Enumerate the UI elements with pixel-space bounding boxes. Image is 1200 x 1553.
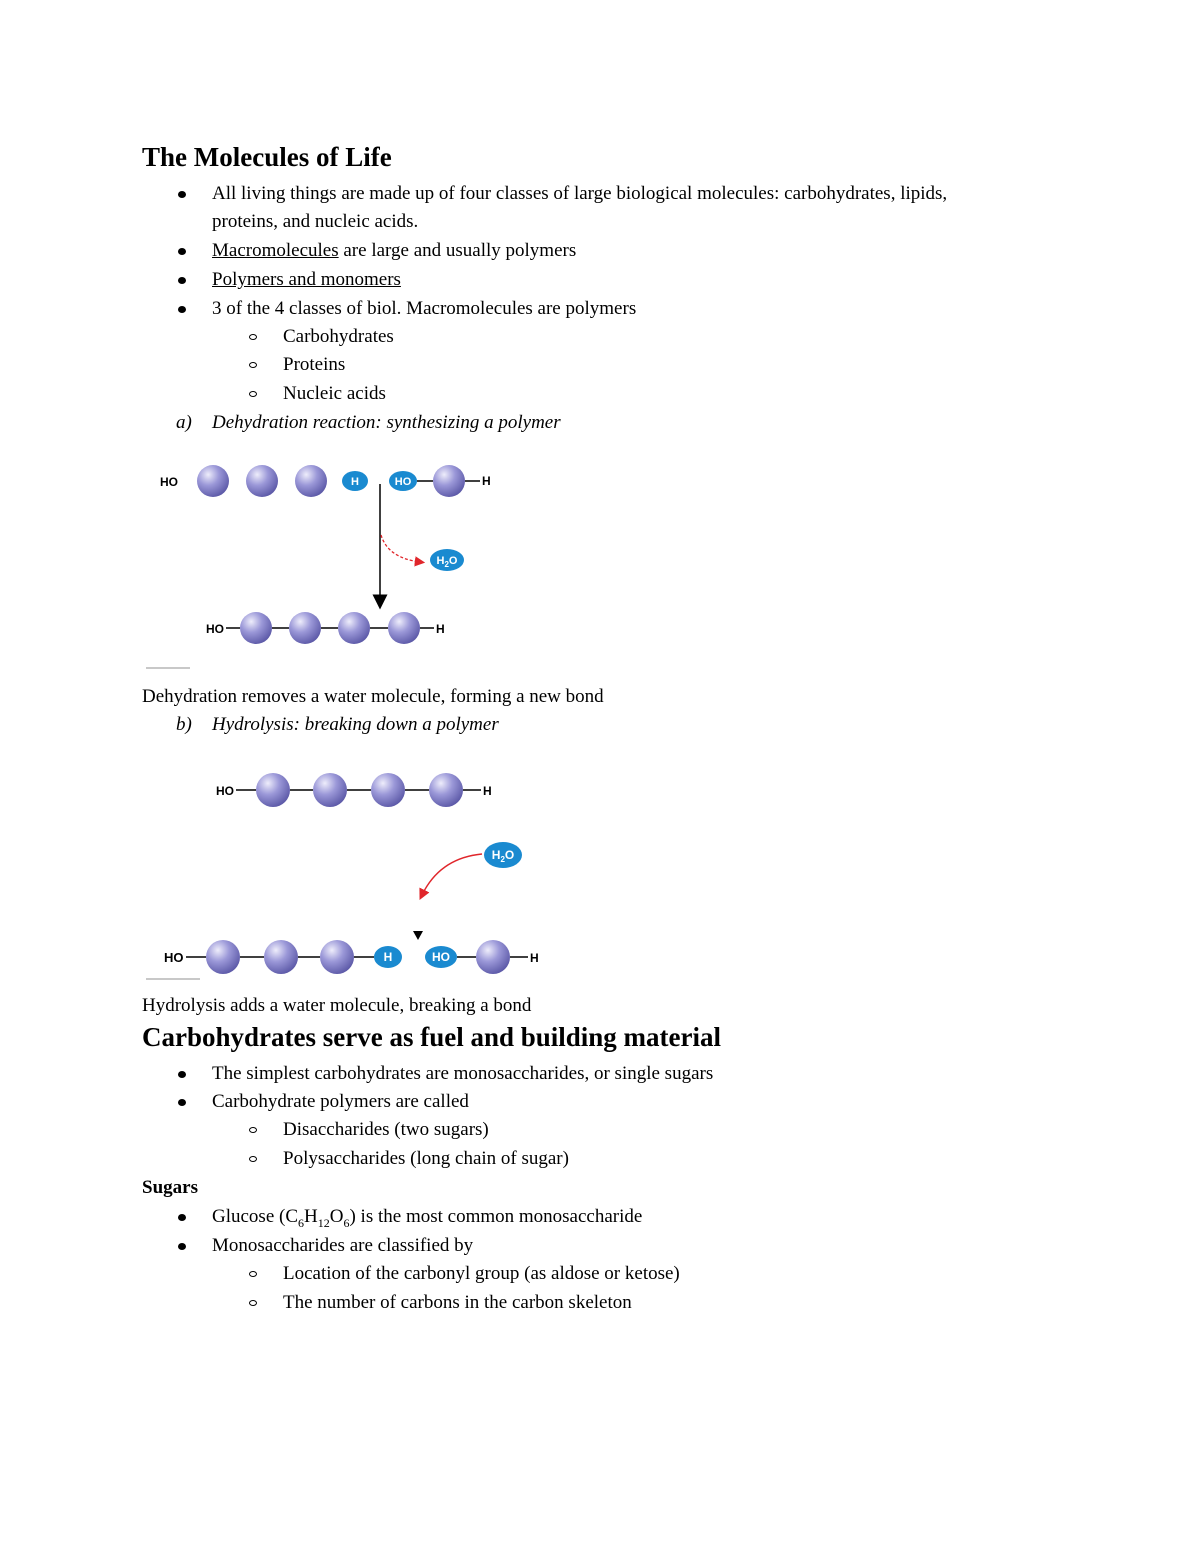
sub-bullet-disaccharides: Disaccharides (two sugars) <box>283 1119 489 1140</box>
item-b-text: Hydrolysis: breaking down a polymer <box>212 714 499 735</box>
monomer-sphere <box>264 940 298 974</box>
water-release-arrow <box>381 535 420 562</box>
macromolecules-desc: are large and usually polymers <box>338 240 577 261</box>
ho-label: HO <box>432 950 450 964</box>
bullet-text-classes: All living things are made up of four classes of large biological molecules: carbohydrates, lipids, <box>212 183 948 204</box>
bullet-icon <box>178 277 186 284</box>
sub-bullet-icon <box>249 362 257 368</box>
bullet-three-classes: 3 of the 4 classes of biol. Macromolecules are polymers <box>212 298 637 319</box>
h-label: H <box>436 622 445 636</box>
page-title: The Molecules of Life <box>142 142 392 172</box>
h-label: H <box>482 474 491 488</box>
monomer-sphere <box>206 940 240 974</box>
cleavage-arrowhead <box>413 931 423 940</box>
monomer-sphere <box>429 773 463 807</box>
copyright-mark <box>146 667 190 669</box>
bullet-monosaccharides-classified: Monosaccharides are classified by <box>212 1235 474 1256</box>
ho-label: HO <box>164 950 184 965</box>
bullet-icon <box>178 248 186 255</box>
bullet-icon <box>178 1243 186 1250</box>
monomer-sphere <box>197 465 229 497</box>
copyright-mark <box>146 978 200 980</box>
item-b-marker: b) <box>176 714 192 735</box>
macromolecules-term: Macromolecules <box>212 240 339 261</box>
monomer-sphere <box>476 940 510 974</box>
sub-bullet-proteins: Proteins <box>283 354 346 375</box>
sub-bullet-carbohydrates: Carbohydrates <box>283 326 394 347</box>
bullet-icon <box>178 1099 186 1106</box>
monomer-sphere <box>289 612 321 644</box>
bullet-text-classes-cont: proteins, and nucleic acids. <box>212 211 419 232</box>
sub-bullet-icon <box>249 334 257 340</box>
h-label: H <box>483 784 492 798</box>
monomer-sphere <box>338 612 370 644</box>
monomer-sphere <box>371 773 405 807</box>
water-add-arrow <box>422 854 482 895</box>
sub-bullet-icon <box>249 1271 257 1277</box>
sub-bullet-nucleic-acids: Nucleic acids <box>283 383 386 404</box>
h-label: H <box>530 951 539 965</box>
section-heading-carbohydrates: Carbohydrates serve as fuel and building material <box>142 1022 722 1052</box>
sub-bullet-icon <box>249 1127 257 1133</box>
ho-label: HO <box>206 622 224 636</box>
monomer-sphere <box>240 612 272 644</box>
sub-bullet-polysaccharides: Polysaccharides (long chain of sugar) <box>283 1148 569 1169</box>
ho-label: HO <box>216 784 234 798</box>
bullet-polymers-monomers: Polymers and monomers <box>212 269 401 290</box>
sub-bullet-icon <box>249 391 257 397</box>
bullet-icon <box>178 1214 186 1221</box>
dehydration-diagram <box>140 450 560 675</box>
h-label: H <box>383 950 393 964</box>
hydrolysis-diagram <box>140 750 560 990</box>
sub-bullet-icon <box>249 1156 257 1162</box>
bullet-icon <box>178 306 186 313</box>
bullet-icon <box>178 191 186 198</box>
h2o-label: $H_2O$ <box>491 848 515 864</box>
monomer-sphere <box>246 465 278 497</box>
monomer-sphere <box>433 465 465 497</box>
bullet-glucose: Glucose $(C_6H_{12}O_6)$ is the most common monosaccharide <box>212 1206 643 1230</box>
ho-label: HO <box>160 475 178 489</box>
monomer-sphere <box>313 773 347 807</box>
sub-bullet-icon <box>249 1300 257 1306</box>
h2o-label: $H_2O$ <box>436 555 458 569</box>
item-a-marker: a) <box>176 412 192 433</box>
monomer-sphere <box>256 773 290 807</box>
sub-bullet-carbonyl-location: Location of the carbonyl group (as aldose or ketose) <box>283 1263 680 1284</box>
bullet-macromolecules <box>212 237 576 265</box>
monomer-sphere <box>295 465 327 497</box>
hydrolysis-caption: Hydrolysis adds a water molecule, breaking a bond <box>142 995 532 1016</box>
item-a-text: Dehydration reaction: synthesizing a polymer <box>212 412 561 433</box>
bullet-icon <box>178 1071 186 1078</box>
dehydration-caption: Dehydration removes a water molecule, forming a new bond <box>142 686 604 707</box>
ho-label: HO <box>394 476 412 488</box>
bullet-simplest-carbs: The simplest carbohydrates are monosaccharides, or single sugars <box>212 1063 714 1084</box>
monomer-sphere <box>320 940 354 974</box>
h-label: H <box>351 476 359 488</box>
monomer-sphere <box>388 612 420 644</box>
bullet-carb-polymers: Carbohydrate polymers are called <box>212 1091 469 1112</box>
sub-bullet-carbon-count: The number of carbons in the carbon skeleton <box>283 1292 632 1313</box>
sugars-heading: Sugars <box>142 1177 198 1198</box>
